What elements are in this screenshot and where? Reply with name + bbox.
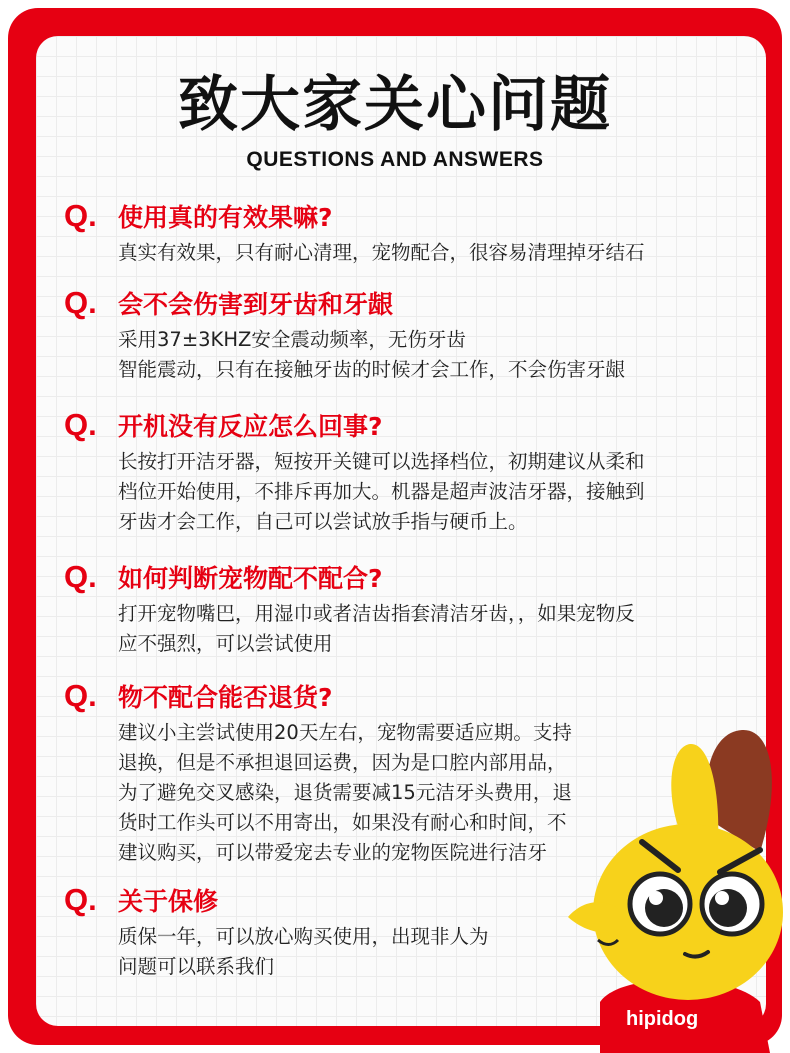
answer-line: 采用37±3KHZ安全震动频率，无伤牙齿 [118, 328, 466, 351]
answer-line: 问题可以联系我们 [118, 955, 275, 978]
faq-question: 会不会伤害到牙齿和牙龈 [118, 290, 394, 319]
answer-line: 为了避免交叉感染，退货需要减15元洁牙头费用，退 [118, 781, 572, 804]
answer-line: 长按打开洁牙器，短按开关键可以选择档位，初期建议从柔和 [118, 450, 645, 473]
q-marker: Q. [64, 559, 97, 594]
q-marker: Q. [64, 198, 97, 233]
answer-line: 档位开始使用，不排斥再加大。机器是超声波洁牙器，接触到 [118, 480, 645, 503]
answer-line: 应不强烈，可以尝试使用 [118, 632, 333, 655]
answer-line: 智能震动，只有在接触牙齿的时候才会工作，不会伤害牙龈 [118, 358, 626, 381]
answer-line: 真实有效果，只有耐心清理，宠物配合，很容易清理掉牙结石 [118, 241, 645, 264]
q-marker: Q. [64, 882, 97, 917]
faq-question: 使用真的有效果嘛? [118, 203, 333, 232]
q-marker: Q. [64, 285, 97, 320]
q-marker: Q. [64, 407, 97, 442]
brand-logo-text: hipidog [626, 1008, 699, 1030]
answer-line: 退换，但是不承担退回运费，因为是口腔内部用品， [118, 751, 567, 774]
faq-question: 关于保修 [118, 887, 219, 916]
faq-answer [118, 599, 754, 659]
faq-item-1 [64, 196, 754, 268]
answer-line: 质保一年，可以放心购买使用，出现非人为 [118, 925, 489, 948]
answer-line: 牙齿才会工作，自己可以尝试放手指与硬币上。 [118, 510, 528, 533]
faq-answer [118, 238, 754, 268]
answer-line: 建议小主尝试使用20天左右，宠物需要适应期。支持 [118, 721, 572, 744]
q-marker: Q. [64, 678, 97, 713]
mascot-illustration [560, 722, 790, 1053]
faq-item-2 [64, 283, 754, 385]
faq-question: 如何判断宠物配不配合? [118, 564, 383, 593]
answer-line: 货时工作头可以不用寄出，如果没有耐心和时间，不 [118, 811, 567, 834]
answer-line: 建议购买，可以带爱宠去专业的宠物医院进行洁牙 [118, 841, 548, 864]
faq-answer [118, 447, 754, 537]
faq-answer [118, 325, 754, 385]
faq-item-3 [64, 405, 754, 537]
faq-question: 物不配合能否退货? [118, 683, 333, 712]
faq-item-4 [64, 557, 754, 659]
page-title: 致大家关心问题 [178, 70, 612, 140]
answer-line: 打开宠物嘴巴，用湿巾或者洁齿指套清洁牙齿，，如果宠物反 [118, 602, 635, 625]
page-subtitle: QUESTIONS AND ANSWERS [246, 148, 544, 171]
faq-question: 开机没有反应怎么回事? [118, 412, 383, 441]
